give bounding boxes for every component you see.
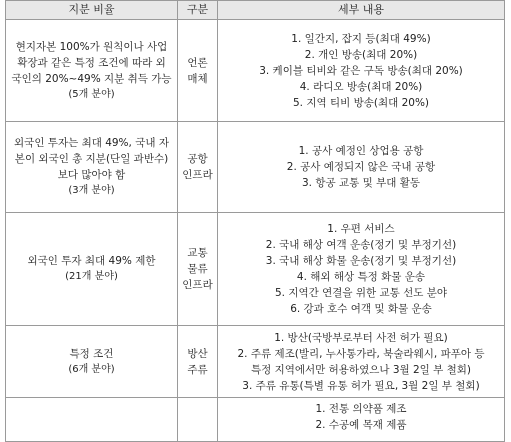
ratio-line: 본이 외국인 총 지분(단일 과반수)	[14, 153, 169, 165]
category-line: 방산	[187, 347, 208, 360]
ratio-cell	[6, 326, 178, 398]
detail-item: 6. 강과 호수 여객 및 화물 운송	[290, 303, 432, 315]
detail-item: 5. 지역간 연결을 위한 교통 선도 분야	[274, 287, 448, 299]
detail-item: 4. 해외 해상 특정 화물 운송	[296, 271, 426, 283]
ratio-cell	[6, 122, 178, 213]
detail-item: 2. 개인 방송(최대 20%)	[304, 48, 418, 61]
detail-item: 5. 지역 티비 방송(최대 20%)	[292, 96, 430, 109]
detail-item: 1. 방산(국방부로부터 사전 허가 필요)	[274, 331, 448, 344]
table-header-row	[6, 1, 505, 20]
sector-count: (3개 분야)	[68, 185, 115, 196]
category-line: 교통	[187, 247, 208, 259]
ratio-line: 현지자본 100%가 원칙이나 사업	[15, 40, 168, 53]
detail-item: 1. 우편 서비스	[327, 223, 395, 235]
ratio-cell	[6, 20, 178, 122]
header-category: 구분	[178, 1, 218, 20]
sector-count: (21개 분야)	[65, 271, 118, 282]
detail-item: 특정 지역에서만 허용하였으나 3월 2일 부 철회)	[250, 363, 472, 376]
sector-count: (5개 분야)	[68, 88, 115, 100]
details-cell	[218, 398, 505, 442]
category-cell	[178, 20, 218, 122]
detail-item: 2. 주류 제조(발리, 누사통가라, 북술라웨시, 파푸아 등	[237, 347, 485, 360]
detail-item: 2. 국내 해상 여객 운송(정기 및 부정기선)	[265, 239, 457, 251]
category-line: 인프라	[182, 169, 213, 181]
category-line: 주류	[187, 363, 208, 376]
table-row	[6, 398, 505, 442]
ratio-cell	[6, 398, 178, 442]
ratio-line: 국인의 20%~49% 지분 취득 가능	[11, 72, 172, 85]
detail-item: 1. 공사 예정인 상업용 공항	[298, 145, 424, 157]
ratio-cell	[6, 213, 178, 326]
details-cell	[218, 20, 505, 122]
detail-item: 1. 일간지, 잡지 등(최대 49%)	[291, 32, 431, 45]
ratio-line: 외국인 투자는 최대 49%, 국내 자	[14, 137, 169, 149]
ratio-line: 특정 조건	[69, 347, 114, 360]
detail-item: 3. 항공 교통 및 부대 활동	[302, 177, 420, 189]
category-cell	[178, 122, 218, 213]
details-cell	[218, 213, 505, 326]
detail-item: 3. 주류 유통(특별 유통 허가 필요, 3월 2일 부 철회)	[242, 379, 480, 392]
details-cell	[218, 122, 505, 213]
detail-item: 2. 수공예 목재 제품	[315, 419, 407, 431]
detail-item: 3. 케이블 티비와 같은 구독 방송(최대 20%)	[259, 64, 463, 77]
table-row	[6, 213, 505, 326]
ratio-line: 확장과 같은 특정 조건에 따라 외	[17, 56, 166, 69]
detail-item: 2. 공사 예정되지 않은 국내 공항	[286, 161, 436, 173]
detail-item: 4. 라디오 방송(최대 20%)	[299, 80, 423, 93]
category-cell	[178, 213, 218, 326]
category-line: 인프라	[182, 279, 213, 291]
category-cell	[178, 398, 218, 442]
ratio-line: 외국인 투자 최대 49% 제한	[27, 255, 156, 267]
detail-item: 3. 국내 해상 화물 운송(정기 및 부정기선)	[265, 255, 457, 267]
ratio-line: 보다 많아야 함	[57, 169, 126, 181]
table-row	[6, 326, 505, 398]
investment-restriction-table	[5, 0, 505, 442]
category-line: 언론	[187, 56, 208, 69]
category-line: 공항	[187, 153, 208, 165]
table-row	[6, 20, 505, 122]
category-cell	[178, 326, 218, 398]
category-line: 매체	[187, 72, 208, 85]
header-details: 세부 내용	[218, 1, 505, 20]
sector-count: (6개 분야)	[68, 363, 115, 375]
category-line: 물류	[187, 263, 208, 275]
details-cell	[218, 326, 505, 398]
detail-item: 1. 전통 의약품 제조	[315, 403, 407, 415]
table-row	[6, 122, 505, 213]
header-ratio: 지분 비율	[6, 1, 178, 20]
